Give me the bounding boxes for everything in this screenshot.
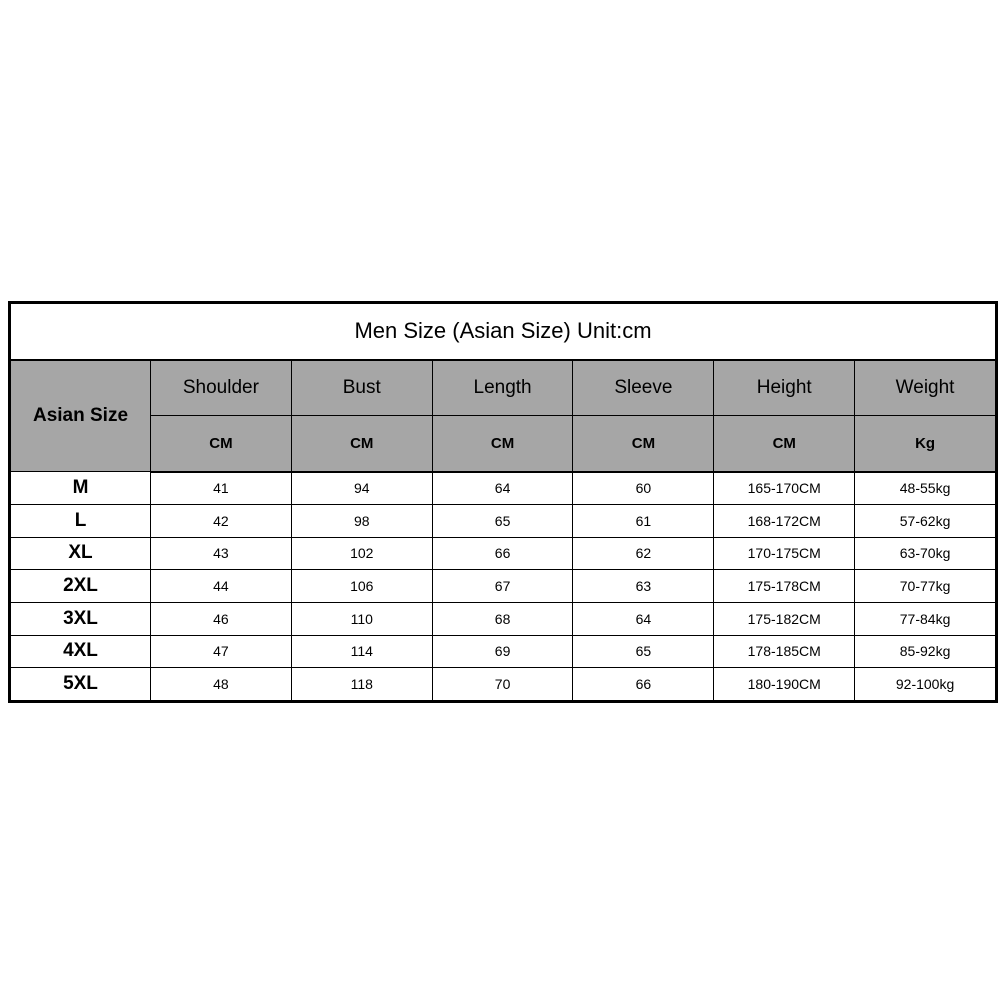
table-cell: 64 [432,472,573,505]
unit-bust: CM [291,416,432,472]
unit-shoulder: CM [151,416,292,472]
table-row [11,570,996,603]
table-cell: 48-55kg [855,472,996,505]
table-cell: 66 [573,668,714,701]
table-cell: 77-84kg [855,602,996,635]
table-cell: 47 [151,635,292,668]
table-cell: 168-172CM [714,504,855,537]
table-cell: 178-185CM [714,635,855,668]
unit-sleeve: CM [573,416,714,472]
size-label: 2XL [11,570,151,603]
table-cell: 98 [291,504,432,537]
table-cell: 42 [151,504,292,537]
table-cell: 46 [151,602,292,635]
table-cell: 43 [151,537,292,570]
table-cell: 94 [291,472,432,505]
column-header-bust: Bust [291,360,432,416]
table-cell: 92-100kg [855,668,996,701]
units-row [11,416,996,472]
table-cell: 57-62kg [855,504,996,537]
table-cell: 110 [291,602,432,635]
table-row [11,635,996,668]
table-row [11,472,996,505]
table-cell: 85-92kg [855,635,996,668]
column-header-sleeve: Sleeve [573,360,714,416]
table-cell: 170-175CM [714,537,855,570]
table-cell: 65 [573,635,714,668]
table-row [11,537,996,570]
title-row [11,304,996,360]
table-cell: 48 [151,668,292,701]
table-cell: 60 [573,472,714,505]
table-cell: 67 [432,570,573,603]
unit-length: CM [432,416,573,472]
size-chart-table [8,301,998,703]
table-cell: 63-70kg [855,537,996,570]
asian-size-header: Asian Size [11,360,151,472]
unit-weight: Kg [855,416,996,472]
table-cell: 180-190CM [714,668,855,701]
table-cell: 69 [432,635,573,668]
table-cell: 64 [573,602,714,635]
column-header-length: Length [432,360,573,416]
size-rows [11,472,996,701]
size-label: 5XL [11,668,151,701]
table-cell: 118 [291,668,432,701]
table-row [11,602,996,635]
size-label: 4XL [11,635,151,668]
table-row [11,668,996,701]
unit-height: CM [714,416,855,472]
table-cell: 66 [432,537,573,570]
table-title: Men Size (Asian Size) Unit:cm [11,304,996,360]
column-header-height: Height [714,360,855,416]
column-header-shoulder: Shoulder [151,360,292,416]
size-label: L [11,504,151,537]
table-cell: 114 [291,635,432,668]
column-header-weight: Weight [855,360,996,416]
table-cell: 175-182CM [714,602,855,635]
header-row [11,360,996,416]
table-cell: 61 [573,504,714,537]
size-label: M [11,472,151,505]
table-row [11,504,996,537]
size-label: XL [11,537,151,570]
table-cell: 102 [291,537,432,570]
table-cell: 65 [432,504,573,537]
table-cell: 41 [151,472,292,505]
size-label: 3XL [11,602,151,635]
table-cell: 106 [291,570,432,603]
table-cell: 70 [432,668,573,701]
table-cell: 68 [432,602,573,635]
table-cell: 62 [573,537,714,570]
table-cell: 44 [151,570,292,603]
table-cell: 70-77kg [855,570,996,603]
table-cell: 175-178CM [714,570,855,603]
table-cell: 63 [573,570,714,603]
table-cell: 165-170CM [714,472,855,505]
